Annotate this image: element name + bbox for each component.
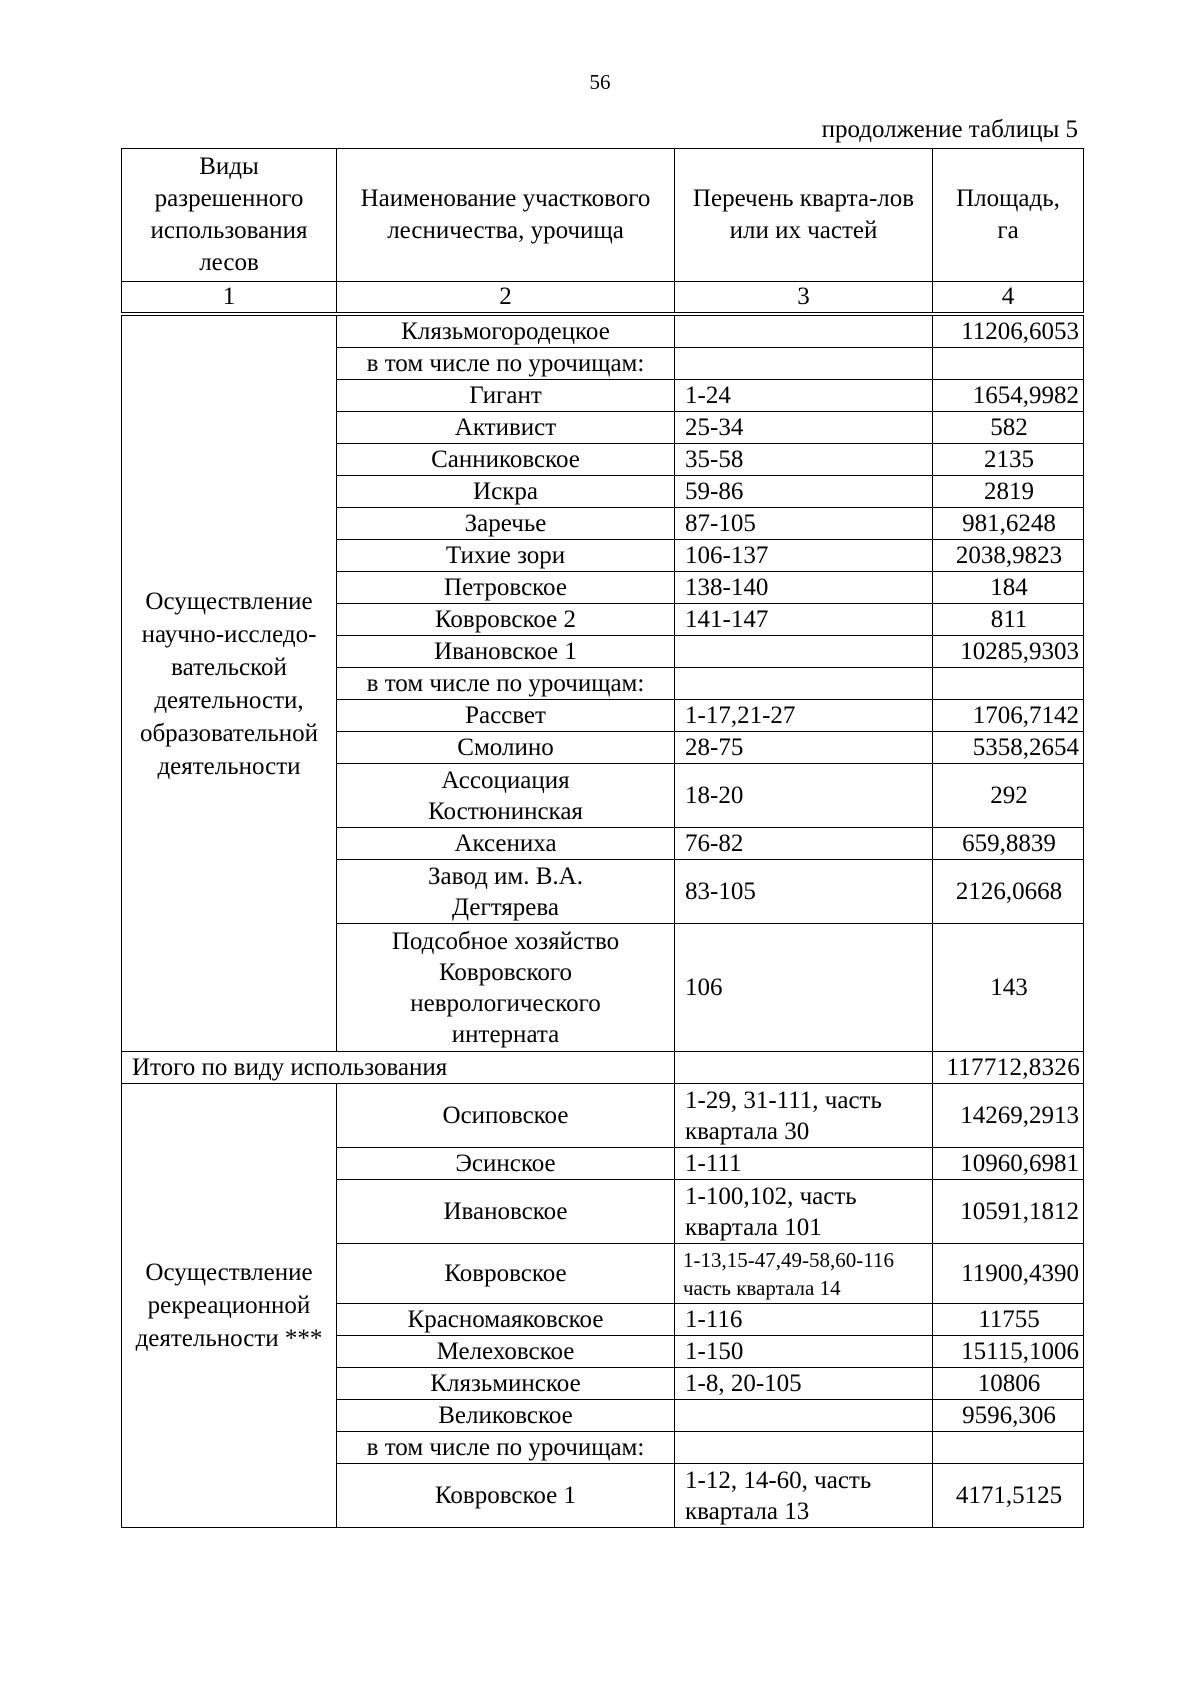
quarters: 1-13,15-47,49-58,60-116 часть квартала 14 <box>675 1244 933 1304</box>
area: 2126,0668 <box>933 860 1084 924</box>
quarters <box>675 1400 933 1432</box>
forestry-name: Ковровское 1 <box>337 1464 675 1528</box>
forestry-name: Красномаяковское <box>337 1304 675 1336</box>
area: 11900,4390 <box>933 1244 1084 1304</box>
area: 811 <box>933 604 1084 636</box>
header-quarters: Перечень кварта-лов или их частей <box>675 149 933 282</box>
forestry-name: Эсинское <box>337 1148 675 1180</box>
forestry-name: Ковровское 2 <box>337 604 675 636</box>
area: 14269,2913 <box>933 1084 1084 1148</box>
forestry-name: Осиповское <box>337 1084 675 1148</box>
quarters <box>675 314 933 348</box>
forestry-name: в том числе по урочищам: <box>337 668 675 700</box>
use-type-research: Осуществление научно-исследо-вательской деятельности, образовательной деятельности <box>122 314 337 1052</box>
column-number: 2 <box>337 282 675 315</box>
forestry-name: Ковровское <box>337 1244 675 1304</box>
area <box>933 668 1084 700</box>
quarters <box>675 668 933 700</box>
header-area: Площадь, га <box>933 149 1084 282</box>
forestry-name: Гигант <box>337 380 675 412</box>
quarters: 1-150 <box>675 1336 933 1368</box>
area: 15115,1006 <box>933 1336 1084 1368</box>
forestry-name: в том числе по урочищам: <box>337 1432 675 1464</box>
header-use-type: Виды разрешенного использования лесов <box>122 149 337 282</box>
area <box>933 1432 1084 1464</box>
area: 981,6248 <box>933 508 1084 540</box>
forestry-name: Тихие зори <box>337 540 675 572</box>
column-number-row <box>122 282 1084 315</box>
area <box>933 348 1084 380</box>
forestry-name: Аксениха <box>337 828 675 860</box>
forestry-name: Завод им. В.А. Дегтярева <box>337 860 675 924</box>
page-number: 56 <box>589 70 611 94</box>
column-number: 3 <box>675 282 933 315</box>
area: 11206,6053 <box>933 314 1084 348</box>
quarters: 1-12, 14-60, часть квартала 13 <box>675 1464 933 1528</box>
forestry-name: Великовское <box>337 1400 675 1432</box>
quarters: 1-100,102, часть квартала 101 <box>675 1180 933 1244</box>
quarters: 35-58 <box>675 444 933 476</box>
quarters: 1-8, 20-105 <box>675 1368 933 1400</box>
area: 2819 <box>933 476 1084 508</box>
quarters: 1-17,21-27 <box>675 700 933 732</box>
quarters <box>675 636 933 668</box>
area: 1706,7142 <box>933 700 1084 732</box>
forestry-name: Заречье <box>337 508 675 540</box>
area: 184 <box>933 572 1084 604</box>
quarters: 59-86 <box>675 476 933 508</box>
header-forestry-name: Наименование участкового лесничества, урочища <box>337 149 675 282</box>
forestry-name: Петровское <box>337 572 675 604</box>
area: 10806 <box>933 1368 1084 1400</box>
forestry-name: Рассвет <box>337 700 675 732</box>
area: 2135 <box>933 444 1084 476</box>
quarters: 76-82 <box>675 828 933 860</box>
quarters: 106-137 <box>675 540 933 572</box>
forestry-name: Санниковское <box>337 444 675 476</box>
forestry-name: Ивановское <box>337 1180 675 1244</box>
forest-use-table <box>121 148 1084 1528</box>
quarters: 1-116 <box>675 1304 933 1336</box>
area: 4171,5125 <box>933 1464 1084 1528</box>
forestry-name: Клязьмогородецкое <box>337 314 675 348</box>
area: 1654,9982 <box>933 380 1084 412</box>
area: 10960,6981 <box>933 1148 1084 1180</box>
column-number: 4 <box>933 282 1084 315</box>
quarters <box>675 348 933 380</box>
quarters: 1-24 <box>675 380 933 412</box>
area: 5358,2654 <box>933 732 1084 764</box>
quarters: 28-75 <box>675 732 933 764</box>
total-label: Итого по виду использования <box>122 1052 675 1084</box>
forestry-name: Ассоциация Костюнинская <box>337 764 675 828</box>
quarters: 18-20 <box>675 764 933 828</box>
total-quarters <box>675 1052 933 1084</box>
area: 659,8839 <box>933 828 1084 860</box>
forestry-name: Ивановское 1 <box>337 636 675 668</box>
area: 292 <box>933 764 1084 828</box>
area: 9596,306 <box>933 1400 1084 1432</box>
quarters: 87-105 <box>675 508 933 540</box>
forestry-name: Мелеховское <box>337 1336 675 1368</box>
area: 2038,9823 <box>933 540 1084 572</box>
column-number: 1 <box>122 282 337 315</box>
total-row <box>122 1052 1084 1084</box>
table-header-row <box>122 149 1084 282</box>
quarters <box>675 1432 933 1464</box>
quarters: 141-147 <box>675 604 933 636</box>
quarters: 1-29, 31-111, часть квартала 30 <box>675 1084 933 1148</box>
table-caption: продолжение таблицы 5 <box>821 116 1078 143</box>
table-row <box>122 1084 1084 1148</box>
area: 10285,9303 <box>933 636 1084 668</box>
forestry-name: Активист <box>337 412 675 444</box>
quarters: 25-34 <box>675 412 933 444</box>
quarters: 1-111 <box>675 1148 933 1180</box>
quarters: 83-105 <box>675 860 933 924</box>
area: 11755 <box>933 1304 1084 1336</box>
quarters: 106 <box>675 924 933 1052</box>
forestry-name: Подсобное хозяйство Ковровского неврологического интерната <box>337 924 675 1052</box>
forestry-name: Искра <box>337 476 675 508</box>
forestry-name: Клязьминское <box>337 1368 675 1400</box>
area: 10591,1812 <box>933 1180 1084 1244</box>
forestry-name: Смолино <box>337 732 675 764</box>
forestry-name: в том числе по урочищам: <box>337 348 675 380</box>
use-type-recreation: Осуществление рекреационной деятельности *** <box>122 1084 337 1528</box>
total-area: 117712,8326 <box>933 1052 1084 1084</box>
area: 582 <box>933 412 1084 444</box>
table-row <box>122 314 1084 348</box>
area: 143 <box>933 924 1084 1052</box>
quarters: 138-140 <box>675 572 933 604</box>
